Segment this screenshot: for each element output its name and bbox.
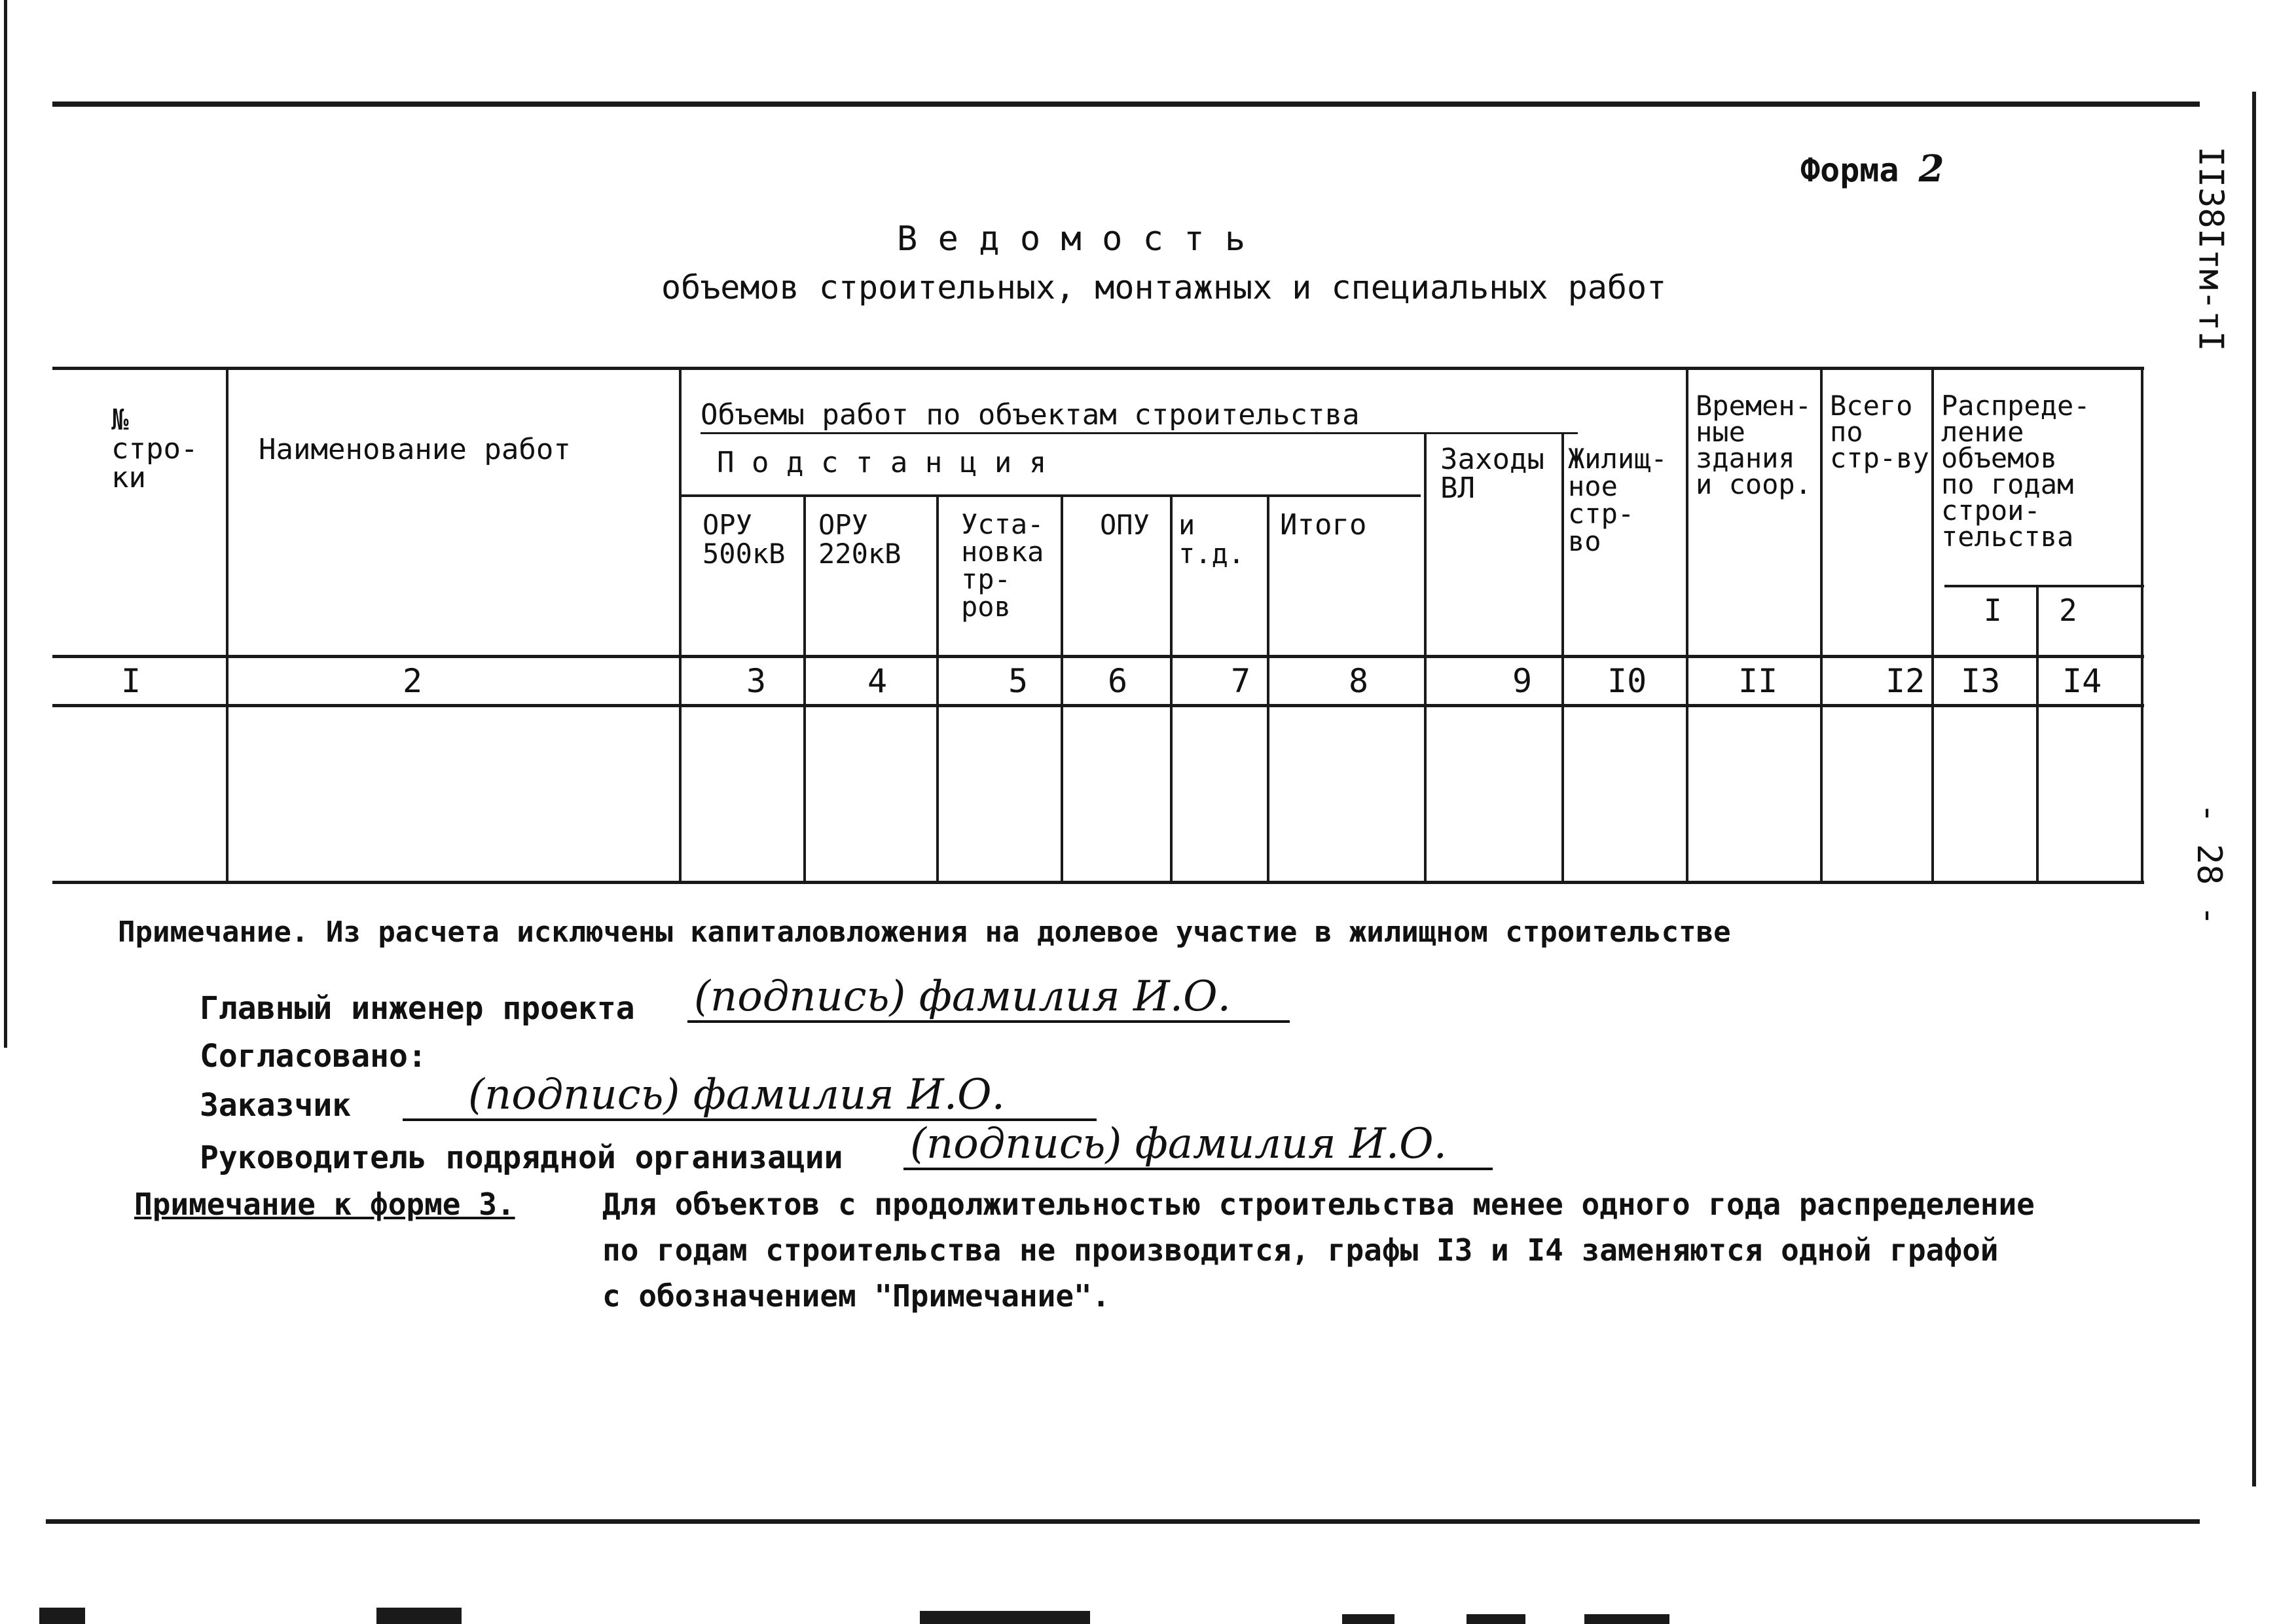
header-distribution: Распреде- ление объемов по годам строи- тельства <box>1941 390 2090 553</box>
volumes-underline <box>701 432 1578 434</box>
customer-signature: (подпись) фамилия И.О. <box>403 1074 1097 1121</box>
col-number-4: 4 <box>867 662 888 700</box>
col-number-7: 7 <box>1231 662 1251 700</box>
col-number-9: 9 <box>1512 662 1533 700</box>
col-line-7 <box>1267 494 1269 884</box>
col-line-1 <box>226 370 228 884</box>
note-form3-line-2: по годам строительства не производится, графы I3 и I4 заменяются одной графой <box>602 1232 1999 1268</box>
scan-mark-2 <box>376 1608 462 1624</box>
header-oru500: ОРУ 500кВ <box>702 509 786 570</box>
col-line-2 <box>679 370 682 884</box>
table-top-line <box>52 367 2144 370</box>
col-number-11: II <box>1738 662 1778 700</box>
col-line-8 <box>1424 432 1427 884</box>
top-frame-line <box>52 101 2200 107</box>
substation-underline <box>681 494 1421 497</box>
col-number-12: I2 <box>1886 662 1925 700</box>
left-margin-line <box>4 0 7 1048</box>
side-code: II38Iтм-тI <box>2191 146 2231 352</box>
form-label <box>1800 147 1944 191</box>
numbers-bottom-line <box>52 704 2144 707</box>
col-number-1: I <box>121 662 141 700</box>
chief-engineer-label: Главный инженер проекта <box>200 990 635 1027</box>
note-form3-line-1: Для объектов с продолжительностью строительства менее одного года распределение <box>602 1187 2035 1222</box>
table-bottom-line <box>52 881 2144 884</box>
header-etc: и т.д. <box>1178 509 1245 570</box>
col-number-13: I3 <box>1961 662 2001 700</box>
col-number-6: 6 <box>1108 662 1128 700</box>
agreed-label: Согласовано: <box>200 1038 427 1075</box>
header-work-name: Наименование работ <box>259 433 571 466</box>
header-vl-entries: Заходы ВЛ <box>1440 443 1544 505</box>
col-line-9 <box>1561 432 1564 884</box>
col-line-13 <box>2036 585 2039 884</box>
header-temp-buildings: Времен- ные здания и соор. <box>1696 390 1812 500</box>
col-line-14 <box>2141 367 2143 884</box>
page-number: - 28 - <box>2189 803 2229 926</box>
col-number-5: 5 <box>1008 662 1029 700</box>
note-exclusion: Примечание. Из расчета исключены капиталовложения на долевое участие в жилищном строительстве <box>118 915 1731 949</box>
bottom-frame-line <box>46 1519 2200 1524</box>
scan-mark-4 <box>1342 1614 1394 1624</box>
scan-mark-1 <box>39 1608 85 1624</box>
scan-mark-3 <box>920 1611 1090 1624</box>
col-number-3: 3 <box>746 662 767 700</box>
contractor-signature: (подпись) фамилия И.О. <box>903 1123 1493 1170</box>
col-line-4 <box>936 494 939 884</box>
col-line-3 <box>803 494 806 884</box>
col-line-12 <box>1931 367 1934 884</box>
col-number-8: 8 <box>1349 662 1369 700</box>
form-number: 2 <box>1918 147 1944 191</box>
col-line-11 <box>1820 367 1823 884</box>
header-substation: П о д с т а н ц и я <box>717 446 1047 479</box>
chief-engineer-signature: (подпись) фамилия И.О. <box>687 976 1290 1023</box>
document-title: В е д о м о с т ь <box>897 219 1246 259</box>
col-number-10: I0 <box>1607 662 1647 700</box>
col-line-6 <box>1170 494 1173 884</box>
document-subtitle: объемов строительных, монтажных и специальных работ <box>661 268 1667 306</box>
form-label-text: Форма <box>1800 151 1899 189</box>
header-transformers: Уста- новка тр- ров <box>961 508 1044 623</box>
header-year-1: I <box>1984 593 2002 628</box>
scan-mark-5 <box>1467 1614 1525 1624</box>
header-total-construction: Всего по стр-ву <box>1830 390 1929 474</box>
header-total: Итого <box>1280 508 1367 542</box>
col-line-5 <box>1061 494 1063 884</box>
col-number-14: I4 <box>2062 662 2102 700</box>
note-form3-line-3: с обозначением "Примечание". <box>602 1278 1110 1314</box>
header-year-2: 2 <box>2059 593 2077 628</box>
header-housing: Жилищ- ное стр- во <box>1568 443 1667 557</box>
col-number-2: 2 <box>403 662 423 700</box>
right-frame-line <box>2252 92 2256 1486</box>
header-oru220: ОРУ 220кВ <box>818 509 902 570</box>
header-opu: ОПУ <box>1100 509 1150 541</box>
years-line <box>1944 585 2144 587</box>
customer-label: Заказчик <box>200 1087 352 1124</box>
scan-mark-6 <box>1584 1614 1669 1624</box>
note-form3-label: Примечание к форме 3. <box>134 1187 515 1222</box>
contractor-label: Руководитель подрядной организации <box>200 1139 843 1176</box>
header-volumes-group: Объемы работ по объектам строительства <box>701 398 1360 432</box>
header-row-number: № стро- ки <box>111 403 198 494</box>
header-bottom-line <box>52 655 2144 658</box>
col-line-10 <box>1686 367 1688 884</box>
